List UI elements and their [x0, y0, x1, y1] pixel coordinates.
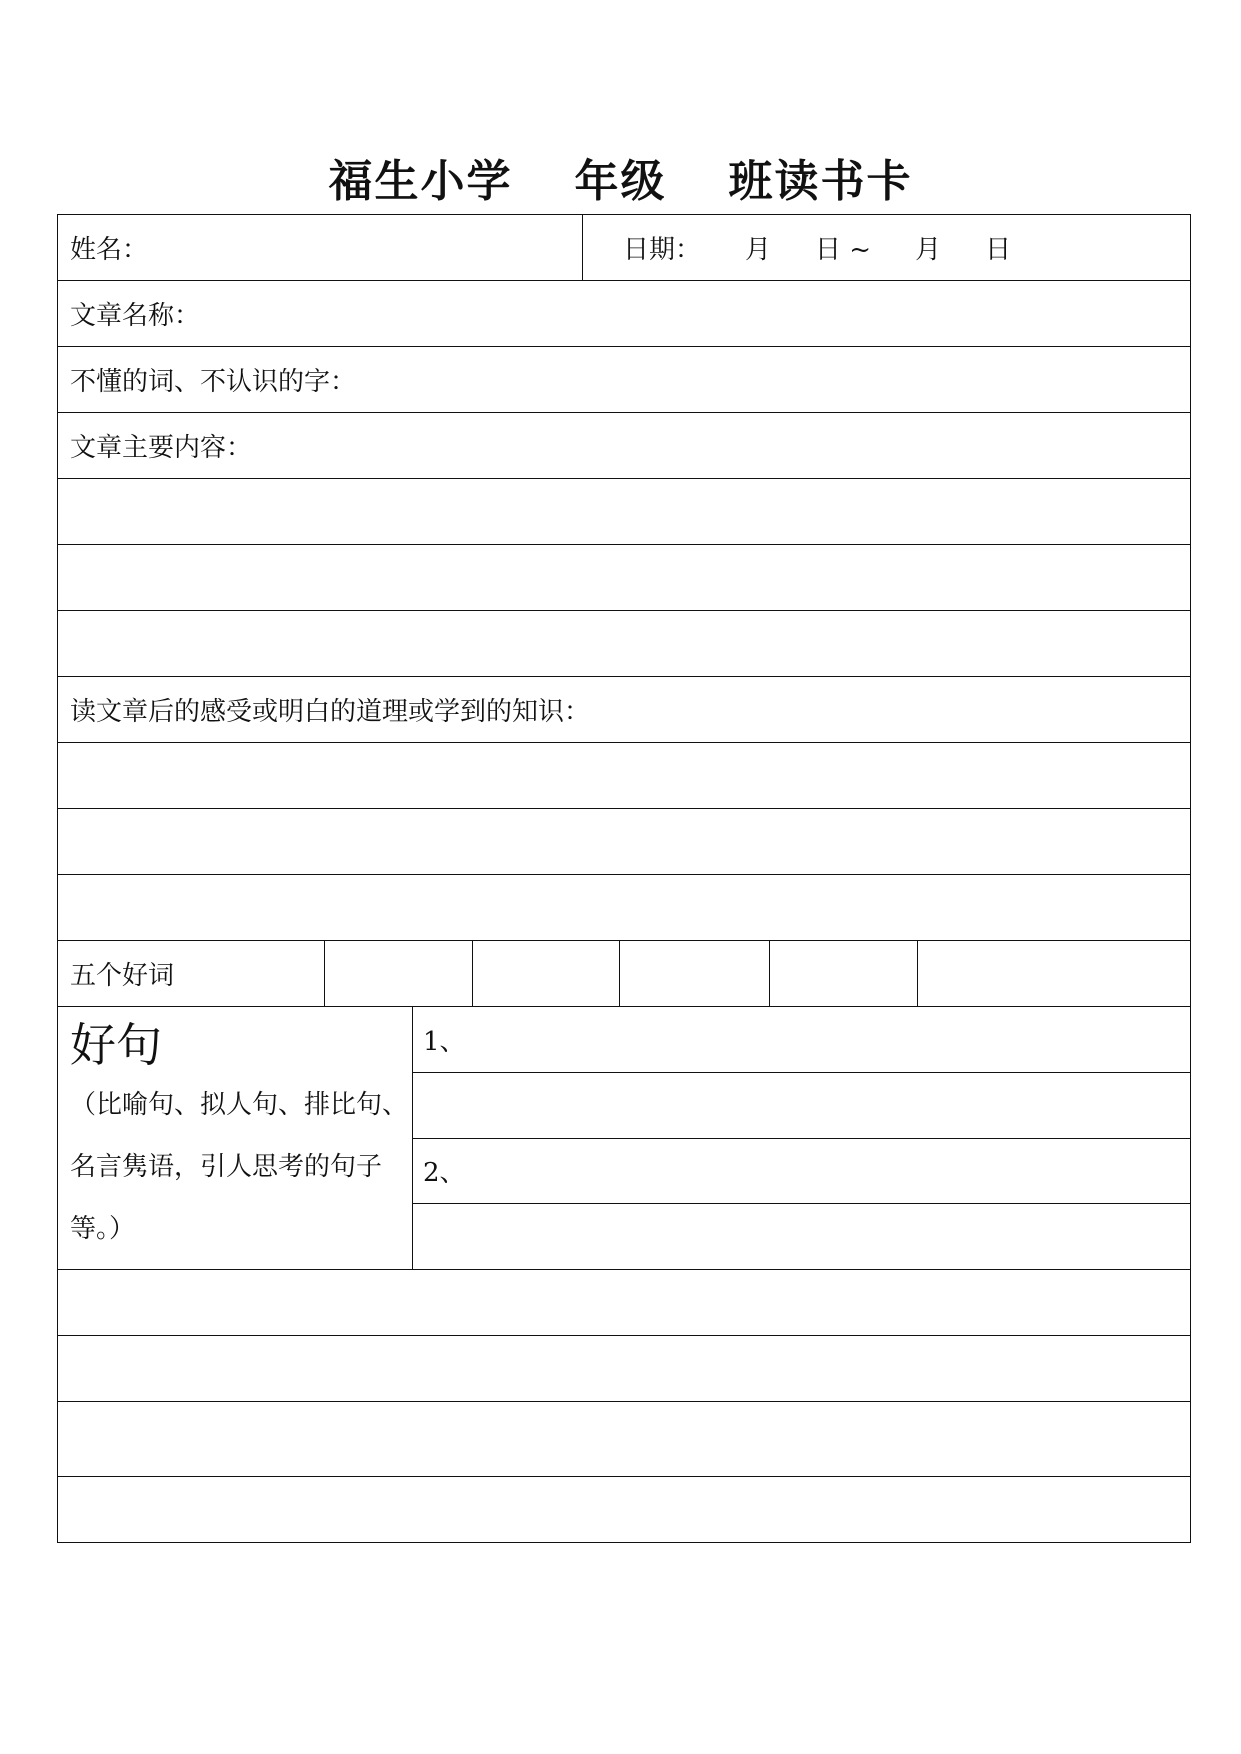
- good-sentence-lines: [413, 1007, 1190, 1269]
- main-content-label: 文章主要内容：: [70, 433, 253, 463]
- article-title-row[interactable]: [58, 281, 1190, 347]
- good-word-box[interactable]: [472, 941, 619, 1006]
- date-day-end: 日: [985, 235, 1012, 265]
- main-content-blank-line[interactable]: [58, 545, 1190, 611]
- name-date-row: [58, 215, 1190, 281]
- writing-line[interactable]: [58, 1270, 1190, 1335]
- writing-line[interactable]: [58, 743, 1190, 808]
- writing-line[interactable]: [58, 1402, 1190, 1476]
- main-content-blank-line[interactable]: [58, 479, 1190, 545]
- reflection-label: 读文章后的感受或明白的道理或学到的知识：: [70, 697, 591, 727]
- writing-line[interactable]: [58, 611, 1190, 676]
- date-month-start: 月: [745, 235, 772, 265]
- writing-line[interactable]: [58, 875, 1190, 940]
- good-sentence-note-line-2: 名言隽语，引人思考的句子: [70, 1152, 383, 1182]
- good-sentence-label-cell: [58, 1007, 413, 1269]
- reflection-blank-line[interactable]: [58, 875, 1190, 941]
- article-title-cell[interactable]: [58, 281, 1190, 346]
- name-field[interactable]: [58, 215, 582, 280]
- sentence-line-2-continued[interactable]: [413, 1204, 1190, 1269]
- sentence-item-number-1: 1、: [423, 1026, 466, 1057]
- reading-card-table: [57, 214, 1191, 1543]
- date-month-end: 月: [915, 235, 942, 265]
- sentence-line-1-continued[interactable]: [413, 1073, 1190, 1139]
- bottom-blank-line[interactable]: [58, 1402, 1190, 1477]
- reflection-cell[interactable]: [58, 677, 1190, 742]
- unknown-words-row[interactable]: [58, 347, 1190, 413]
- writing-line[interactable]: [58, 1477, 1190, 1542]
- good-word-box[interactable]: [769, 941, 917, 1006]
- title-grade: 年级: [574, 156, 667, 207]
- main-content-cell[interactable]: [58, 413, 1190, 478]
- reflection-blank-line[interactable]: [58, 743, 1190, 809]
- name-label: 姓名：: [70, 235, 149, 265]
- good-sentence-note-line-1: （比喻句、拟人句、排比句、: [70, 1090, 409, 1120]
- writing-line[interactable]: [58, 545, 1190, 610]
- main-content-row[interactable]: [58, 413, 1190, 479]
- title-school: 福生小学: [328, 156, 513, 207]
- writing-line[interactable]: [58, 479, 1190, 544]
- writing-line[interactable]: [58, 809, 1190, 874]
- good-word-box[interactable]: [324, 941, 472, 1006]
- good-word-box[interactable]: [917, 941, 1190, 1006]
- sentence-line-1[interactable]: [413, 1007, 1190, 1073]
- title-class-card: 班读书卡: [728, 156, 913, 207]
- date-field[interactable]: [582, 215, 1190, 280]
- card-title: [0, 152, 1241, 212]
- good-word-box[interactable]: [619, 941, 769, 1006]
- reflection-blank-line[interactable]: [58, 809, 1190, 875]
- bottom-blank-line[interactable]: [58, 1477, 1190, 1542]
- good-sentence-title: 好句: [70, 1018, 162, 1072]
- date-day-start: 日 ~: [815, 235, 872, 265]
- bottom-blank-line[interactable]: [58, 1270, 1190, 1336]
- unknown-words-cell[interactable]: [58, 347, 1190, 412]
- good-sentence-block: [58, 1007, 1190, 1270]
- main-content-blank-line[interactable]: [58, 611, 1190, 677]
- good-words-label: 五个好词: [70, 961, 175, 991]
- sentence-item-number-2: 2、: [423, 1158, 466, 1189]
- unknown-words-label: 不懂的词、不认识的字：: [70, 367, 357, 397]
- good-words-label-cell: [58, 941, 324, 1006]
- good-sentence-note-line-3: 等。）: [70, 1214, 136, 1244]
- reflection-row[interactable]: [58, 677, 1190, 743]
- bottom-blank-line[interactable]: [58, 1336, 1190, 1402]
- good-words-row: [58, 941, 1190, 1007]
- date-label: 日期：: [623, 235, 702, 265]
- sentence-line-2[interactable]: [413, 1139, 1190, 1205]
- writing-line[interactable]: [58, 1336, 1190, 1401]
- article-title-label: 文章名称：: [70, 301, 201, 331]
